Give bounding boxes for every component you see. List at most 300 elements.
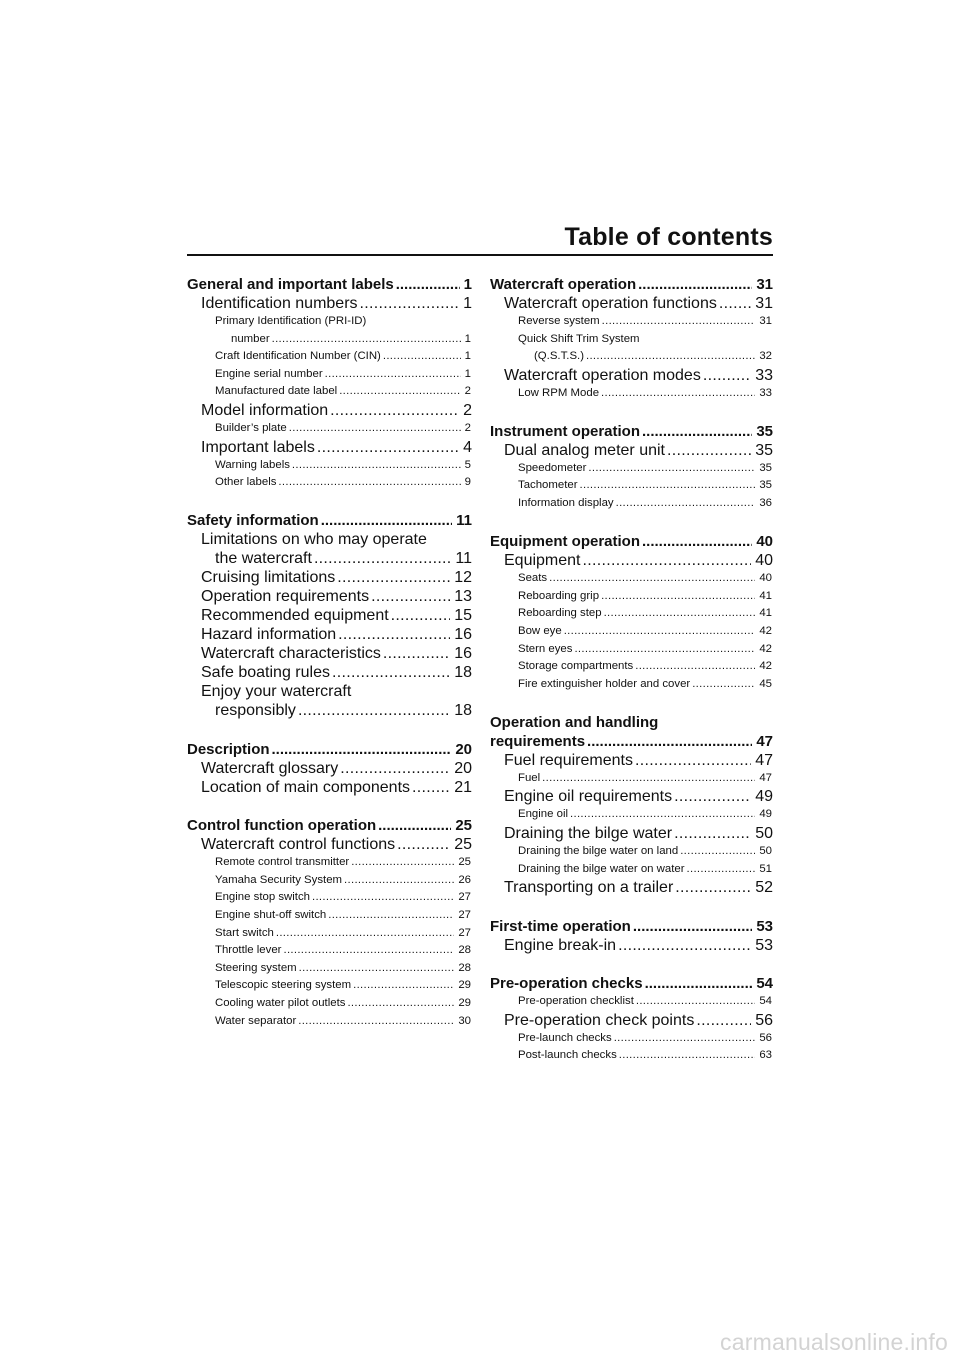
toc-section-safety[interactable] <box>187 511 472 530</box>
toc-entry-title: Fuel <box>518 771 541 784</box>
toc-leader <box>314 549 451 568</box>
toc-entry-title: Remote control transmitter <box>215 856 350 869</box>
toc-leader <box>353 977 454 995</box>
toc-leader <box>339 383 460 401</box>
toc-entry-water-separator[interactable] <box>187 1013 472 1031</box>
toc-page-number: 20 <box>455 740 472 758</box>
toc-page-number: 1 <box>463 276 472 293</box>
toc-entry-title: Cruising limitations <box>201 569 336 587</box>
toc-page-number: 33 <box>759 386 772 399</box>
toc-leader <box>635 658 755 676</box>
toc-leader <box>674 824 751 843</box>
toc-entry-remote-transmitter[interactable] <box>187 854 472 872</box>
toc-entry-speedometer[interactable] <box>490 460 773 478</box>
watermark-link[interactable]: carmanualsonline.info <box>720 1329 948 1355</box>
page-title: Table of contents <box>564 223 773 251</box>
toc-leader <box>696 1011 751 1030</box>
toc-entry-title: Water separator <box>215 1014 297 1027</box>
toc-page-number: 56 <box>755 1011 773 1029</box>
toc-leader <box>298 1013 454 1031</box>
toc-page-number: 28 <box>458 944 471 957</box>
toc-leader <box>299 960 455 978</box>
toc-leader <box>276 925 454 943</box>
toc-entry-title: number <box>231 332 270 345</box>
toc-entry-title: Equipment <box>504 552 581 570</box>
toc-entry-title: Cooling water pilot outlets <box>215 997 346 1009</box>
section-gap <box>187 720 472 740</box>
toc-leader <box>396 275 460 294</box>
toc-page-number: 42 <box>759 642 772 655</box>
toc-page-number: 1 <box>463 295 472 312</box>
toc-entry-title: Throttle lever <box>215 944 282 957</box>
toc-page-number: 50 <box>759 845 772 857</box>
toc-entry-post-launch-checks[interactable] <box>490 1047 773 1065</box>
toc-page-number: 53 <box>755 936 773 954</box>
toc-entry-pre-operation-checklist[interactable] <box>490 993 773 1011</box>
toc-entry-start-switch[interactable] <box>187 925 472 943</box>
toc-entry-engine-stop-switch[interactable] <box>187 889 472 907</box>
toc-entry-qsts-line1[interactable]: Quick Shift Trim System <box>518 332 640 345</box>
toc-entry-limitations-line1[interactable]: Limitations on who may operate <box>201 531 427 549</box>
toc-page-number: 31 <box>755 295 773 312</box>
toc-entry-title: Craft Identification Number (CIN) <box>215 350 381 363</box>
toc-entry-draining-bilge[interactable] <box>490 824 773 843</box>
toc-page-number: 56 <box>759 1031 772 1044</box>
toc-entry-title: Pre-operation check points <box>504 1011 695 1029</box>
toc-entry-title: Post-launch checks <box>518 1049 617 1062</box>
toc-entry-title: Reverse system <box>518 315 600 327</box>
toc-entry-check-points[interactable] <box>490 1011 773 1030</box>
toc-section-watercraft-operation[interactable] <box>490 275 773 294</box>
toc-entry-engine-oil[interactable] <box>490 806 773 824</box>
toc-entry-storage-compartments[interactable] <box>490 658 773 676</box>
toc-entry-title: Engine serial number <box>215 367 323 380</box>
toc-page-number: 41 <box>759 607 772 620</box>
toc-leader <box>397 835 450 854</box>
toc-leader <box>328 907 454 925</box>
toc-entry-title: Operation requirements <box>201 588 370 606</box>
toc-leader <box>378 816 451 835</box>
toc-leader <box>283 942 454 960</box>
toc-leader <box>692 676 755 694</box>
toc-section-instrument[interactable] <box>490 422 773 441</box>
toc-entry-title: Pre-operation checks <box>490 975 643 993</box>
toc-page-number: 42 <box>759 660 772 673</box>
toc-entry-title: Model information <box>201 401 329 419</box>
toc-entry-title: Information display <box>518 497 614 510</box>
section-gap <box>490 402 773 422</box>
toc-entry-engine-break-in[interactable] <box>490 936 773 955</box>
toc-entry-tachometer[interactable] <box>490 477 773 495</box>
toc-leader <box>289 420 461 438</box>
toc-entry-title: Description <box>187 740 270 758</box>
toc-entry-security-system[interactable] <box>187 872 472 890</box>
toc-entry-reverse-system[interactable] <box>490 313 773 331</box>
toc-leader <box>687 861 756 879</box>
toc-leader <box>674 787 751 806</box>
toc-page-number: 28 <box>458 961 471 974</box>
toc-leader <box>298 701 450 720</box>
toc-leader <box>325 366 461 384</box>
toc-entry-title: Draining the bilge water on water <box>518 862 685 875</box>
toc-leader <box>587 732 752 751</box>
toc-page-number: 2 <box>464 421 471 434</box>
toc-leader <box>618 936 751 955</box>
toc-leader <box>638 275 752 294</box>
toc-leader <box>604 605 756 623</box>
toc-entry-bilge-on-land[interactable] <box>490 843 773 861</box>
toc-page-number: 54 <box>756 975 773 993</box>
toc-entry-title: Steering system <box>215 961 297 974</box>
section-gap <box>490 897 773 917</box>
toc-section-handling[interactable] <box>490 732 773 751</box>
toc-page-number: 16 <box>454 626 472 644</box>
toc-page-number: 29 <box>458 997 471 1009</box>
toc-leader <box>616 495 756 513</box>
toc-leader <box>703 366 751 385</box>
toc-page-number: 16 <box>454 645 472 663</box>
toc-page-number: 29 <box>458 979 471 992</box>
toc-entry-title: Engine oil <box>518 808 569 821</box>
toc-page-number: 2 <box>463 401 472 419</box>
toc-leader <box>588 460 755 478</box>
toc-page-number: 33 <box>755 366 773 384</box>
toc-entry-fuel[interactable] <box>490 770 773 788</box>
toc-page-number: 51 <box>759 862 772 875</box>
toc-entry-title: Bow eye <box>518 624 562 637</box>
toc-page-number: 31 <box>756 276 773 293</box>
toc-leader <box>574 641 755 659</box>
toc-page-number: 42 <box>759 624 772 637</box>
toc-entry-title: Engine shut-off switch <box>215 909 327 922</box>
toc-entry-title: Instrument operation <box>490 422 641 440</box>
toc-entry-identification-numbers[interactable] <box>187 294 472 313</box>
toc-page-number: 52 <box>755 879 773 897</box>
toc-entry-pri-id-line1[interactable]: Primary Identification (PRI-ID) <box>215 315 367 327</box>
toc-entry-bilge-on-water[interactable] <box>490 861 773 879</box>
toc-leader <box>542 770 755 788</box>
toc-entry-title: Identification numbers <box>201 295 358 312</box>
section-gap <box>187 797 472 817</box>
toc-entry-pri-id[interactable] <box>187 331 472 349</box>
toc-page-number: 35 <box>759 461 772 474</box>
toc-entry-title: requirements <box>490 732 586 750</box>
toc-page-number: 2 <box>464 385 471 398</box>
toc-entry-title: General and important labels <box>187 276 394 293</box>
toc-leader <box>330 401 459 420</box>
toc-entry-cruising-limitations[interactable] <box>187 568 472 587</box>
toc-leader <box>564 623 756 641</box>
toc-entry-title: Builder’s plate <box>215 421 287 434</box>
toc-leader <box>583 551 752 570</box>
toc-page-number: 1 <box>464 367 471 380</box>
toc-leader <box>667 441 751 460</box>
toc-page-number: 47 <box>755 751 773 769</box>
toc-page-number: 9 <box>464 476 471 489</box>
toc-leader <box>317 438 459 457</box>
toc-page-number: 15 <box>454 607 472 625</box>
toc-entry-title: Fuel requirements <box>504 751 633 769</box>
toc-entry-reboarding-step[interactable] <box>490 605 773 623</box>
toc-page-number: 47 <box>756 732 773 750</box>
toc-page-number: 4 <box>463 438 472 456</box>
toc-entry-title: the watercraft <box>215 550 312 568</box>
toc-section-control[interactable] <box>187 816 472 835</box>
toc-entry-builders-plate[interactable] <box>187 420 472 438</box>
toc-entry-seats[interactable] <box>490 570 773 588</box>
toc-page-number: 25 <box>454 836 472 854</box>
toc-leader <box>351 854 454 872</box>
toc-page-number: 53 <box>756 917 773 935</box>
toc-leader <box>580 477 756 495</box>
toc-page-number: 11 <box>456 512 472 530</box>
toc-entry-limitations[interactable] <box>187 549 472 568</box>
toc-entry-title: Telescopic steering system <box>215 979 352 992</box>
toc-leader <box>570 806 755 824</box>
toc-leader <box>383 348 461 366</box>
toc-page-number: 31 <box>759 315 772 327</box>
toc-entry-title: Speedometer <box>518 461 587 474</box>
section-gap <box>490 513 773 533</box>
toc-entry-title: Engine oil requirements <box>504 788 673 806</box>
toc-entry-title: Pre-launch checks <box>518 1031 612 1044</box>
toc-entry-recommended-equipment[interactable] <box>187 606 472 625</box>
toc-leader <box>312 889 454 907</box>
toc-entry-trailer-transport[interactable] <box>490 878 773 897</box>
toc-page-number: 12 <box>454 569 472 587</box>
toc-leader <box>360 294 460 313</box>
toc-page-number: 1 <box>464 332 471 345</box>
toc-leader <box>633 917 752 936</box>
toc-entry-enjoy-line1[interactable]: Enjoy your watercraft <box>201 683 352 701</box>
toc-entry-title: Watercraft operation modes <box>504 366 701 384</box>
toc-page-number: 35 <box>759 479 772 492</box>
toc-right-column <box>490 275 773 1065</box>
toc-entry-title: Location of main components <box>201 778 411 796</box>
section-gap <box>490 693 773 713</box>
toc-entry-cooling-outlets[interactable] <box>187 995 472 1013</box>
toc-entry-title: Safe boating rules <box>201 664 330 682</box>
toc-entry-title: Fire extinguisher holder and cover <box>518 677 691 690</box>
toc-leader <box>347 995 454 1013</box>
toc-page-number: 27 <box>458 891 471 904</box>
toc-entry-title: Engine stop switch <box>215 891 310 904</box>
toc-page-number: 63 <box>759 1049 772 1062</box>
toc-entry-title: Draining the bilge water <box>504 825 673 842</box>
toc-left-column <box>187 275 472 1030</box>
toc-entry-engine-shutoff-switch[interactable] <box>187 907 472 925</box>
toc-leader <box>272 331 461 349</box>
toc-entry-title: Draining the bilge water on land <box>518 845 679 857</box>
toc-section-general[interactable] <box>187 275 472 294</box>
toc-leader <box>549 570 755 588</box>
toc-entry-title: Stern eyes <box>518 642 573 655</box>
toc-entry-title: (Q.S.T.S.) <box>534 350 584 363</box>
toc-entry-safe-boating-rules[interactable] <box>187 663 472 682</box>
toc-entry-stern-eyes[interactable] <box>490 641 773 659</box>
toc-page-number: 27 <box>458 909 471 922</box>
toc-entry-operation-functions[interactable] <box>490 294 773 313</box>
toc-entry-hazard-information[interactable] <box>187 625 472 644</box>
toc-entry-bow-eye[interactable] <box>490 623 773 641</box>
toc-leader <box>292 457 461 475</box>
toc-leader <box>642 422 752 441</box>
toc-page-number: 49 <box>759 808 772 821</box>
toc-page-number: 5 <box>464 458 471 471</box>
toc-leader <box>602 313 756 331</box>
toc-entry-title: Start switch <box>215 926 274 939</box>
toc-page-number: 50 <box>755 825 773 842</box>
toc-section-handling-line1[interactable]: Operation and handling <box>490 713 659 731</box>
toc-page-number: 45 <box>759 677 772 690</box>
toc-leader <box>412 778 450 797</box>
toc-page-number: 40 <box>755 552 773 570</box>
toc-leader <box>619 1047 756 1065</box>
toc-leader <box>371 587 450 606</box>
toc-entry-model-information[interactable] <box>187 401 472 420</box>
toc-entry-title: Yamaha Security System <box>215 873 343 886</box>
toc-section-description[interactable] <box>187 740 472 759</box>
toc-entry-title: responsibly <box>215 702 296 720</box>
toc-entry-title: First-time operation <box>490 917 631 935</box>
toc-page-number: 54 <box>759 995 772 1008</box>
toc-page-number: 35 <box>755 441 773 459</box>
toc-entry-other-labels[interactable] <box>187 474 472 492</box>
toc-section-equipment[interactable] <box>490 532 773 551</box>
toc-page-number: 27 <box>458 926 471 939</box>
toc-page-number: 30 <box>458 1014 471 1027</box>
toc-entry-title: Watercraft glossary <box>201 759 339 777</box>
toc-page-number: 47 <box>759 771 772 784</box>
section-gap <box>187 492 472 512</box>
toc-page-number: 40 <box>756 533 773 551</box>
toc-page-number: 11 <box>455 550 472 568</box>
toc-entry-fuel-requirements[interactable] <box>490 751 773 770</box>
toc-entry-title: Hazard information <box>201 626 337 644</box>
toc-page-number: 1 <box>464 350 471 363</box>
toc-page-number: 13 <box>454 588 472 606</box>
toc-entry-low-rpm-mode[interactable] <box>490 385 773 403</box>
toc-leader <box>680 843 755 861</box>
toc-leader <box>337 568 450 587</box>
toc-entry-analog-meter[interactable] <box>490 441 773 460</box>
toc-page-number: 20 <box>454 759 472 777</box>
toc-entry-title: Dual analog meter unit <box>504 441 665 459</box>
toc-entry-pre-launch-checks[interactable] <box>490 1030 773 1048</box>
toc-entry-title: Manufactured date label <box>215 385 338 398</box>
toc-leader <box>601 385 755 403</box>
toc-entry-title: Seats <box>518 572 548 585</box>
toc-page-number: 18 <box>454 664 472 682</box>
toc-entry-reboarding-grip[interactable] <box>490 588 773 606</box>
toc-leader <box>338 625 450 644</box>
toc-entry-oil-requirements[interactable] <box>490 787 773 806</box>
toc-entry-fire-extinguisher[interactable] <box>490 676 773 694</box>
toc-entry-title: Other labels <box>215 476 277 489</box>
toc-page-number: 25 <box>458 856 471 869</box>
toc-entry-title: Watercraft operation <box>490 276 637 293</box>
toc-entry-title: Storage compartments <box>518 660 634 673</box>
toc-leader <box>635 751 751 770</box>
toc-leader <box>642 532 752 551</box>
toc-leader <box>586 348 755 366</box>
toc-entry-title: Watercraft characteristics <box>201 645 381 663</box>
toc-leader <box>719 294 751 313</box>
toc-entry-operation-modes[interactable] <box>490 366 773 385</box>
toc-entry-engine-serial[interactable] <box>187 366 472 384</box>
toc-entry-information-display[interactable] <box>490 495 773 513</box>
toc-leader <box>636 993 755 1011</box>
toc-entry-title: Equipment operation <box>490 533 640 551</box>
toc-entry-title: Important labels <box>201 438 315 456</box>
toc-entry-cin[interactable] <box>187 348 472 366</box>
title-rule <box>187 254 773 256</box>
toc-section-pre-operation[interactable] <box>490 974 773 993</box>
toc-entry-title: Watercraft control functions <box>201 836 396 854</box>
toc-entry-watercraft-glossary[interactable] <box>187 759 472 778</box>
toc-entry-control-functions[interactable] <box>187 835 472 854</box>
toc-page-number: 21 <box>454 778 472 796</box>
toc-entry-title: Reboarding step <box>518 607 602 620</box>
toc-page-number: 49 <box>755 788 773 806</box>
section-gap <box>490 955 773 975</box>
toc-leader <box>383 644 450 663</box>
toc-entry-title: Engine break-in <box>504 936 617 954</box>
toc-page-number: 36 <box>759 497 772 510</box>
toc-entry-title: Low RPM Mode <box>518 386 600 399</box>
toc-entry-operation-requirements[interactable] <box>187 587 472 606</box>
toc-section-first-time[interactable] <box>490 917 773 936</box>
toc-entry-title: Control function operation <box>187 817 377 835</box>
toc-entry-main-components[interactable] <box>187 778 472 797</box>
toc-entry-equipment[interactable] <box>490 551 773 570</box>
toc-entry-enjoy-responsibly[interactable] <box>187 701 472 720</box>
toc-page-number: 32 <box>759 350 772 363</box>
toc-entry-telescopic-steering[interactable] <box>187 977 472 995</box>
toc-entry-qsts[interactable] <box>490 348 773 366</box>
toc-entry-warning-labels[interactable] <box>187 457 472 475</box>
toc-page-number: 40 <box>759 572 772 585</box>
toc-leader <box>321 511 452 530</box>
toc-entry-watercraft-characteristics[interactable] <box>187 644 472 663</box>
toc-leader <box>272 740 452 759</box>
toc-leader <box>645 974 753 993</box>
toc-leader <box>340 759 450 778</box>
toc-entry-title: Watercraft operation functions <box>504 295 717 312</box>
toc-page-number: 35 <box>756 422 773 440</box>
toc-page-number: 18 <box>454 702 472 720</box>
toc-entry-title: Reboarding grip <box>518 589 600 602</box>
toc-entry-steering-system[interactable] <box>187 960 472 978</box>
toc-leader <box>332 663 450 682</box>
toc-leader <box>675 878 751 897</box>
toc-page-number: 41 <box>759 589 772 602</box>
toc-page-number: 26 <box>458 873 471 886</box>
toc-leader <box>614 1030 756 1048</box>
toc-leader <box>601 588 755 606</box>
toc-entry-title: Tachometer <box>518 479 578 492</box>
toc-entry-title: Safety information <box>187 512 319 530</box>
toc-entry-important-labels[interactable] <box>187 438 472 457</box>
toc-entry-title: Pre-operation checklist <box>518 995 634 1008</box>
toc-entry-title: Recommended equipment <box>201 607 389 625</box>
toc-leader <box>278 474 460 492</box>
toc-entry-throttle-lever[interactable] <box>187 942 472 960</box>
toc-entry-title: Transporting on a trailer <box>504 879 674 897</box>
toc-page-number: 25 <box>455 817 472 835</box>
toc-entry-title: Warning labels <box>215 458 290 471</box>
toc-entry-manufactured-date[interactable] <box>187 383 472 401</box>
